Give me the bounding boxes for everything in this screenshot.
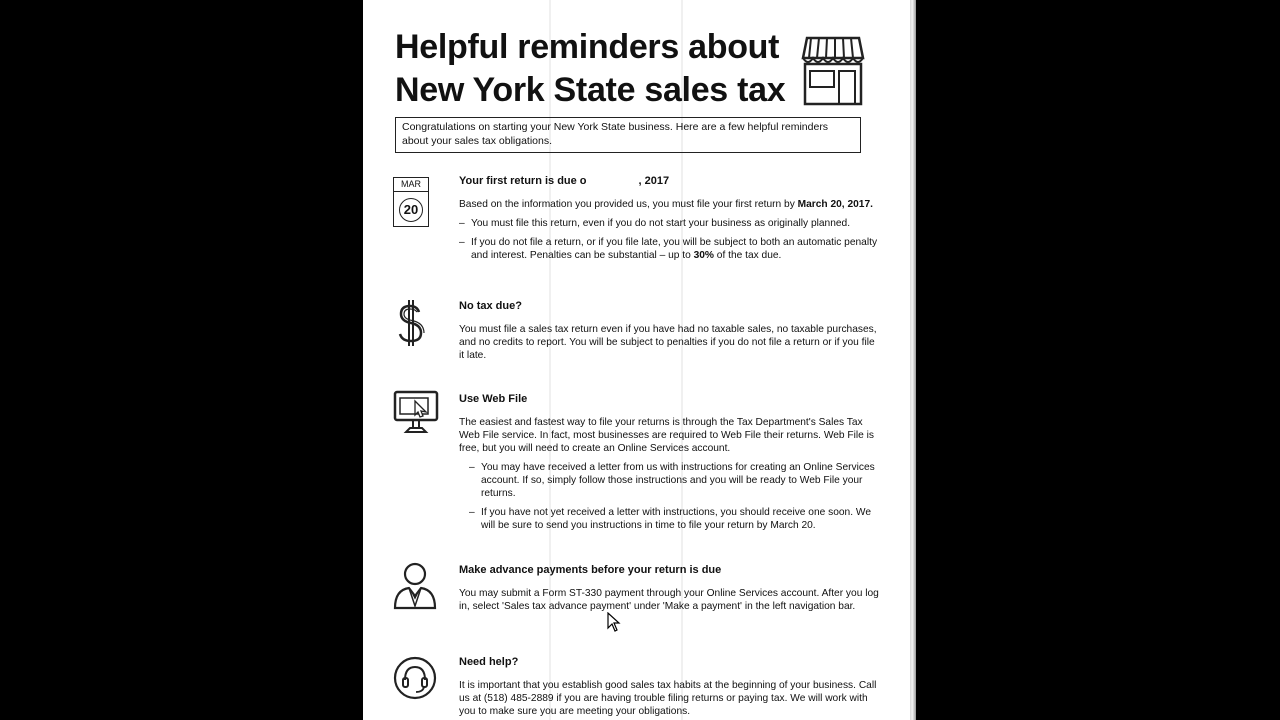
section-heading: Make advance payments before your return is due: [459, 564, 722, 576]
section-heading: [459, 175, 879, 188]
section-heading: Use Web File: [459, 393, 528, 405]
penalty-percent: 30%: [693, 250, 714, 261]
heading-prefix: Your first return is due o: [459, 175, 587, 187]
para-text: Based on the information you provided us, you must file your first return by: [459, 199, 798, 210]
section-advance-payments: [459, 564, 879, 619]
section-web-file: [459, 393, 879, 538]
page-edge-shadow: [910, 0, 916, 720]
bullet-item: – You must file this return, even if you do not start your business as originally planned.: [459, 217, 879, 230]
section-no-tax-due: [459, 300, 879, 368]
dollar-icon: [393, 298, 429, 348]
calendar-day: 20: [399, 198, 423, 222]
redacted-area: [587, 176, 639, 186]
intro-box: Congratulations on starting your New York State business. Here are a few helpful reminders about your sales tax obligations.: [395, 117, 861, 153]
section-paragraph: You must file a sales tax return even if you have had no taxable sales, no taxable purchases, and no credits to report. You will be subject to penalties if you do not file a return or if you file it late.: [459, 324, 877, 361]
person-icon: [393, 562, 437, 610]
computer-monitor-icon: [393, 390, 439, 436]
bullet-item: – If you have not yet received a letter with instructions, you should receive one soon. We will be sure to send you instructions in time to file your return by March 20.: [469, 506, 879, 532]
section-paragraph: [459, 198, 879, 211]
bullet-item: – You may have received a letter from us with instructions for creating an Online Services account. If so, simply follow those instructions and you will be ready to Web File your returns.: [469, 461, 879, 500]
page-title: [395, 26, 815, 112]
due-date: March 20, 2017.: [797, 199, 873, 210]
section-paragraph: You may submit a Form ST-330 payment through your Online Services account. After you log in, select 'Sales tax advance payment' under 'Make a payment' in the left navigation bar.: [459, 588, 879, 612]
title-line-1: Helpful reminders about: [395, 28, 780, 66]
calendar-icon: [393, 177, 429, 227]
title-line-2: New York State sales tax: [395, 71, 786, 109]
section-heading: Need help?: [459, 656, 519, 668]
section-heading: No tax due?: [459, 300, 522, 312]
mouse-cursor-icon: [607, 612, 621, 632]
bullet-text: of the tax due.: [713, 250, 782, 261]
storefront-icon: [801, 34, 865, 106]
section-paragraph: The easiest and fastest way to file your returns is through the Tax Department's Sales Tax Web File service. In fact, most businesses are required to Web File their returns. Web File is free, but you will need to create an Online Services account.: [459, 417, 875, 454]
heading-suffix: , 2017: [638, 175, 670, 187]
calendar-month: MAR: [394, 178, 428, 192]
bullet-text: If you do not file a return, or if you file late, you will be subject to both an automatic penalty and interest. Penalties can be substantial – up to: [471, 237, 878, 261]
bullet-item: [459, 236, 879, 262]
headset-icon: [393, 655, 437, 701]
section-paragraph: It is important that you establish good sales tax habits at the beginning of your business. Call us at (518) 485-2889 if you are having trouble filing returns or paying tax. We will work with you to make sure you are meeting your obligations.: [459, 680, 877, 717]
section-first-return: [459, 175, 879, 268]
section-need-help: [459, 656, 879, 720]
document-page: [363, 0, 913, 720]
